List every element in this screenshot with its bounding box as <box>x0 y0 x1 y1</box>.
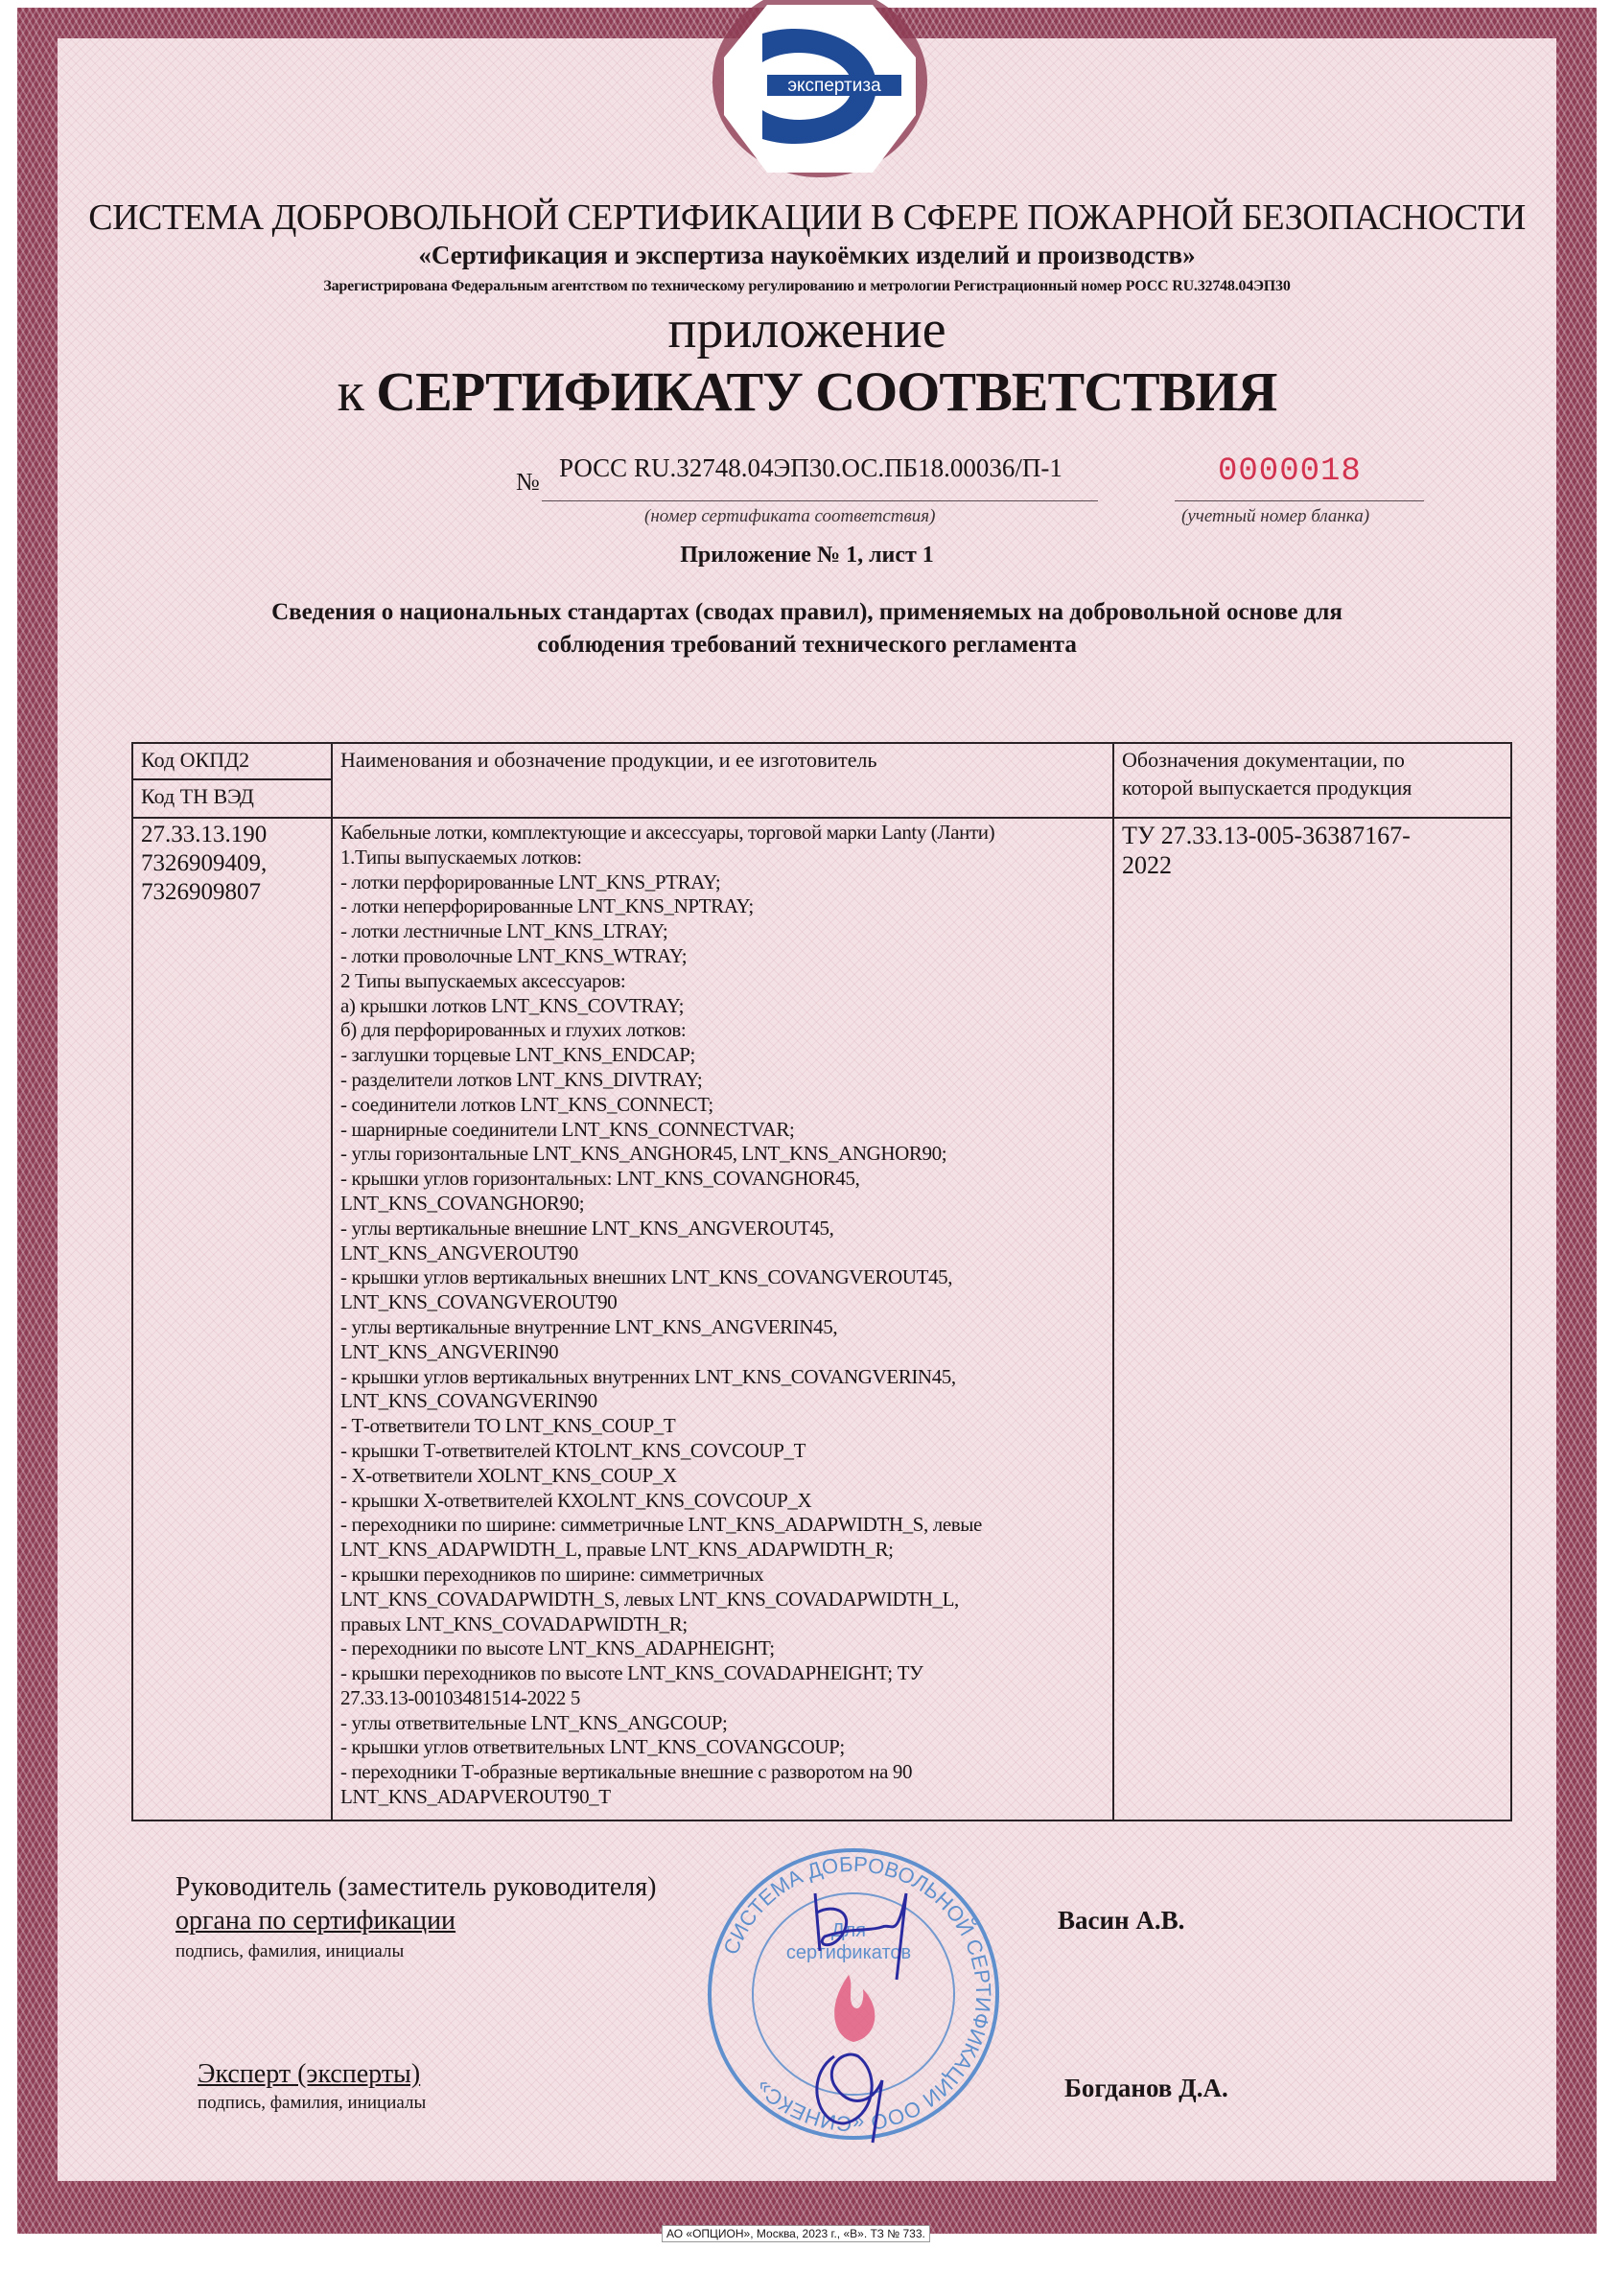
cell-line: - шарнирные соединители LNT_KNS_CONNECTVAR; <box>340 1117 795 1141</box>
table-row <box>132 818 1511 1821</box>
head-caption: подпись, фамилия, инициалы <box>175 1941 405 1961</box>
cell-line: правых LNT_KNS_COVADAPWIDTH_R; <box>340 1612 688 1635</box>
cell-line: - Т-ответвители ТО LNT_KNS_COUP_T <box>340 1414 676 1438</box>
product-cell <box>332 818 1113 1821</box>
cell-line: 27.33.13-00103481514-2022 5 <box>340 1685 580 1709</box>
cell-line: - крышки углов вертикальных внутренних LNT_KNS_COVANGVERIN45, <box>340 1364 956 1388</box>
svg-text:экспертиза: экспертиза <box>787 76 881 96</box>
cell-line: - крышки углов вертикальных внешних LNT_KNS_COVANGVEROUT45, <box>340 1265 953 1289</box>
printer-imprint: АО «ОПЦИОН», Москва, 2023 г., «В». ТЗ № 733. <box>662 2225 930 2242</box>
cell-line: - переходники по высоте LNT_KNS_ADAPHEIGHT; <box>340 1636 775 1660</box>
title-main: СЕРТИФИКАТУ СООТВЕТСТВИЯ <box>376 360 1277 423</box>
svg-text:сертификатов: сертификатов <box>785 1942 912 1963</box>
header-doc-line: Обозначения документации, по <box>1122 748 1405 772</box>
header-documentation <box>1113 743 1511 818</box>
number-sign: № <box>516 468 540 496</box>
header-okpd: Код ОКПД2 <box>132 743 332 779</box>
number-caption: (номер сертификата соответствия) <box>644 506 936 526</box>
cell-line: - крышки углов ответвительных LNT_KNS_COVANGCOUP; <box>340 1735 845 1759</box>
number-underline <box>542 500 1098 501</box>
cell-line: - углы горизонтальные LNT_KNS_ANGHOR45, LNT_KNS_ANGHOR90; <box>340 1142 947 1166</box>
cell-line: 7326909807 <box>141 879 261 905</box>
cell-line: 1.Типы выпускаемых лотков: <box>340 845 582 869</box>
cell-line: - разделители лотков LNT_KNS_DIVTRAY; <box>340 1067 703 1091</box>
expertiza-logo <box>710 0 930 182</box>
cell-line: LNT_KNS_COVANGVEROUT90 <box>340 1290 618 1314</box>
info-line: Сведения о национальных стандартах (сводах правил), применяемых на добровольной основе для <box>271 599 1342 625</box>
expert-title: Эксперт (эксперты) <box>198 2059 421 2089</box>
cell-line: - соединители лотков LNT_KNS_CONNECT; <box>340 1092 713 1116</box>
cell-line: 27.33.13.190 <box>141 822 268 847</box>
certification-stamp <box>690 1836 1016 2162</box>
head-name: Васин А.В. <box>1058 1906 1185 1935</box>
cell-line: б) для перфорированных и глухих лотков: <box>340 1018 687 1042</box>
cell-line: а) крышки лотков LNT_KNS_COVTRAY; <box>340 993 685 1017</box>
cell-line: 2 Типы выпускаемых аксессуаров: <box>340 968 626 992</box>
blank-number: 0000018 <box>1218 453 1362 490</box>
appendix-word: приложение <box>667 300 946 359</box>
header-product-name: Наименования и обозначение продукции, и ее изготовитель <box>332 743 1113 818</box>
cell-line: LNT_KNS_ANGVEROUT90 <box>340 1241 578 1264</box>
svg-text:СИСТЕМА ДОБРОВОЛЬНОЙ СЕРТИФИКА: СИСТЕМА ДОБРОВОЛЬНОЙ СЕРТИФИКАЦИИ ООО «СИНЕКС» <box>718 1851 996 2137</box>
head-organ: органа по сертификации <box>175 1906 456 1936</box>
cell-line: - переходники по ширине: симметричные LNT_KNS_ADAPWIDTH_S, левые <box>340 1513 982 1537</box>
cell-line: - крышки переходников по высоте LNT_KNS_COVADAPHEIGHT; ТУ <box>340 1661 923 1685</box>
expert-caption: подпись, фамилия, инициалы <box>198 2093 427 2113</box>
blank-underline <box>1175 500 1424 501</box>
appendix-sheet: Приложение № 1, лист 1 <box>680 543 934 568</box>
cell-line: ТУ 27.33.13-005-36387167- <box>1122 822 1411 849</box>
cell-line: - Х-ответвители ХОLNT_KNS_COUP_X <box>340 1463 677 1487</box>
standards-info <box>58 596 1556 661</box>
cell-line: LNT_KNS_COVANGHOR90; <box>340 1191 585 1215</box>
info-line: соблюдения требований технического регламента <box>537 632 1077 658</box>
cell-line: - углы вертикальные внешние LNT_KNS_ANGVEROUT45, <box>340 1216 834 1240</box>
title-prefix: к <box>337 360 363 423</box>
cell-line: - лотки перфорированные LNT_KNS_PTRAY; <box>340 870 721 893</box>
cell-line: - заглушки торцевые LNT_KNS_ENDCAP; <box>340 1043 695 1067</box>
cell-line: - крышки Х-ответвителей КХОLNT_KNS_COVCOUP_X <box>340 1488 812 1512</box>
cell-line: LNT_KNS_ADAPWIDTH_L, правые LNT_KNS_ADAPWIDTH_R; <box>340 1538 894 1562</box>
blank-caption: (учетный номер бланка) <box>1181 506 1370 526</box>
document-title <box>58 359 1556 424</box>
svg-text:Для: Для <box>830 1920 867 1941</box>
expert-name: Богданов Д.А. <box>1064 2074 1228 2102</box>
documentation-cell <box>1113 818 1511 1821</box>
codes-cell <box>132 818 332 1821</box>
head-title: Руководитель (заместитель руководителя) <box>175 1872 657 1902</box>
cell-line: - крышки переходников по ширине: симметричных <box>340 1562 764 1586</box>
system-subtitle: «Сертификация и экспертиза наукоёмких изделий и производств» <box>418 241 1196 269</box>
cell-line: LNT_KNS_ADAPVEROUT90_T <box>340 1785 611 1809</box>
header-doc-line: которой выпускается продукция <box>1122 776 1413 800</box>
registration-text: Зарегистрирована Федеральным агентством по техническому регулированию и метрологии Регистрационный номер РОСС RU.32748.04ЭП30 <box>323 278 1291 294</box>
cell-line: - крышки углов горизонтальных: LNT_KNS_COVANGHOR45, <box>340 1167 860 1191</box>
cell-line: - лотки лестничные LNT_KNS_LTRAY; <box>340 919 668 943</box>
cell-line: Кабельные лотки, комплектующие и аксессуары, торговой марки Lanty (Ланти) <box>340 821 995 844</box>
cell-line: LNT_KNS_COVANGVERIN90 <box>340 1389 597 1413</box>
cell-line: 7326909409, <box>141 850 268 876</box>
cell-line: - лотки проволочные LNT_KNS_WTRAY; <box>340 943 688 967</box>
certificate-number: РОСС RU.32748.04ЭП30.ОС.ПБ18.00036/П-1 <box>559 453 1062 482</box>
cell-line: - углы вертикальные внутренние LNT_KNS_ANGVERIN45, <box>340 1314 838 1338</box>
cell-line: - лотки неперфорированные LNT_KNS_NPTRAY; <box>340 894 754 918</box>
cell-line: 2022 <box>1122 851 1172 879</box>
cell-line: LNT_KNS_COVADAPWIDTH_S, левых LNT_KNS_COVADAPWIDTH_L, <box>340 1587 959 1611</box>
header-tnved: Код ТН ВЭД <box>132 779 332 818</box>
system-title: СИСТЕМА ДОБРОВОЛЬНОЙ СЕРТИФИКАЦИИ В СФЕРЕ ПОЖАРНОЙ БЕЗОПАСНОСТИ <box>88 197 1526 238</box>
products-table <box>131 742 1512 1821</box>
cell-line: - углы ответвительные LNT_KNS_ANGCOUP; <box>340 1710 728 1734</box>
cell-line: - крышки Т-ответвителей КТОLNT_KNS_COVCOUP_T <box>340 1438 806 1462</box>
cell-line: - переходники Т-образные вертикальные внешние с разворотом на 90 <box>340 1760 913 1784</box>
cell-line: LNT_KNS_ANGVERIN90 <box>340 1339 559 1363</box>
